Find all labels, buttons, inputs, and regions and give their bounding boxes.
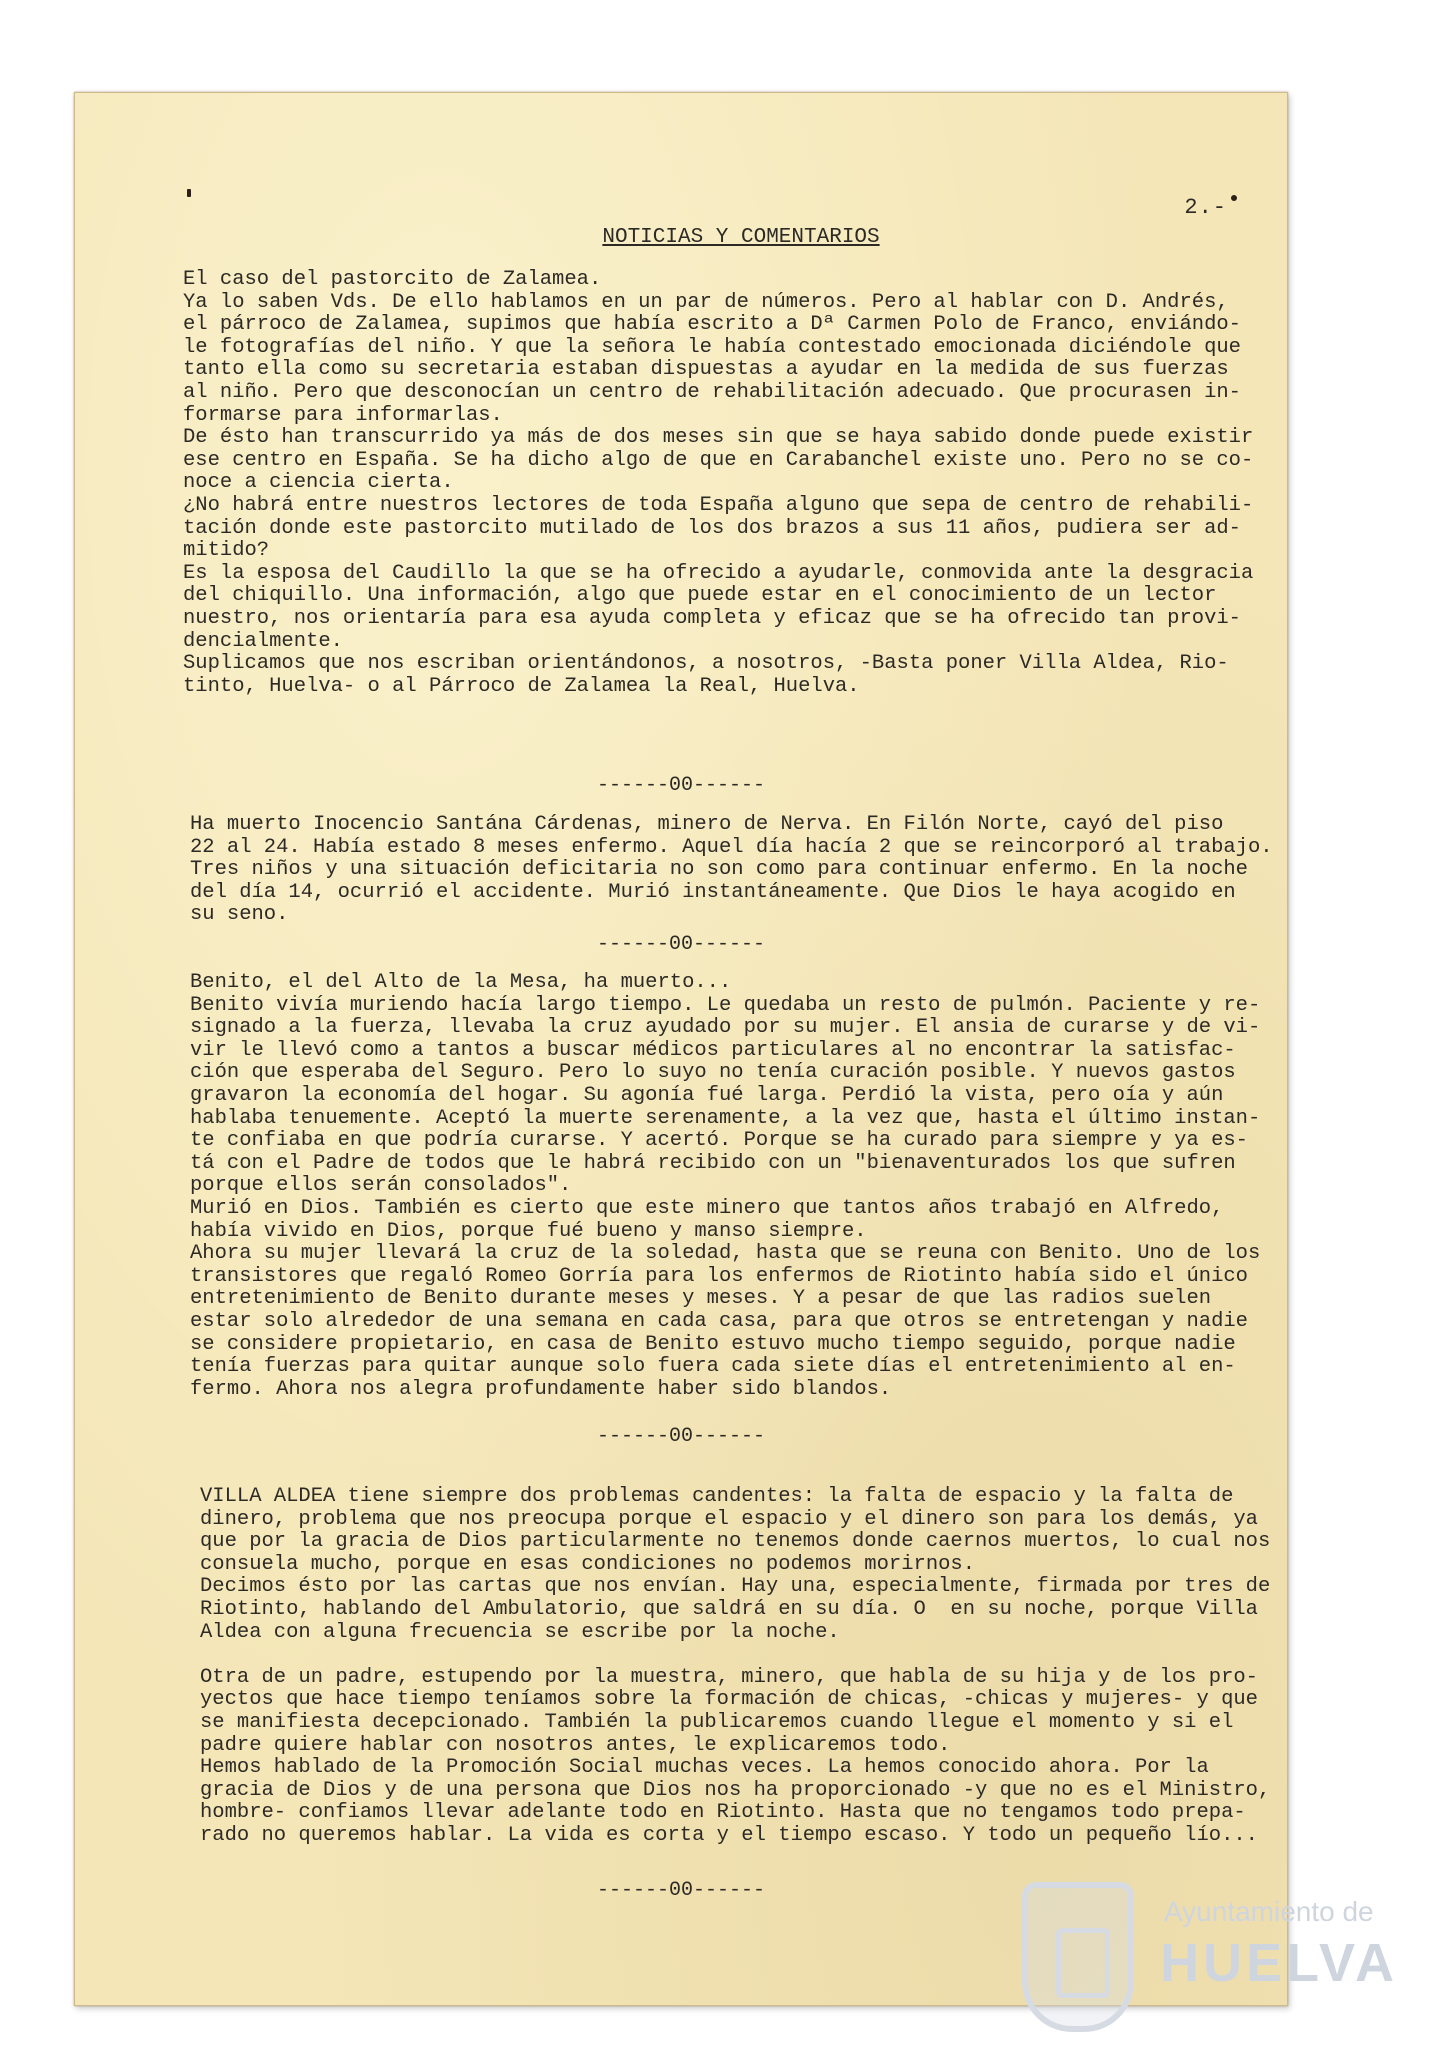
article-inocencio <box>190 814 1280 927</box>
article-pastorcito <box>183 269 1273 698</box>
text-line: tación donde este pastorcito mutilado de los dos brazos a sus 11 años, pudiera ser ad- <box>183 516 1241 540</box>
watermark-line2: HUELVA <box>1160 1933 1398 1993</box>
text-line: Decimos ésto por las cartas que nos envían. Hay una, especialmente, firmada por tres de <box>200 1575 1271 1599</box>
text-line: yectos que hace tiempo teníamos sobre la formación de chicas, -chicas y mujeres- y que <box>200 1688 1258 1712</box>
text-line: entretenimiento de Benito durante meses y meses. Y a pesar de que las radios suelen <box>190 1287 1212 1311</box>
text-line: Aldea con alguna frecuencia se escribe por la noche. <box>200 1620 840 1644</box>
headline <box>75 226 1287 249</box>
ink-dot <box>187 189 191 197</box>
text-line: noce a ciencia cierta. <box>183 471 454 495</box>
text-line: Ya lo saben Vds. De ello hablamos en un par de números. Pero al hablar con D. Andrés, <box>183 290 1229 314</box>
text-line: Benito vivía muriendo hacía largo tiempo. Le quedaba un resto de pulmón. Paciente y re- <box>190 993 1261 1017</box>
text-line: porque ellos serán consolados". <box>190 1174 572 1198</box>
watermark-line1: Ayuntamiento de <box>1164 1896 1374 1927</box>
text-line: rado no queremos hablar. La vida es corta y el tiempo escaso. Y todo un pequeño lío... <box>200 1823 1258 1847</box>
text-line: tá con el Padre de todos que le habrá recibido con un "bienaventurados los que sufren <box>190 1151 1236 1175</box>
text-line: formarse para informarlas. <box>183 403 503 427</box>
text-line: signado a la fuerza, llevaba la cruz ayudado por su mujer. El ansia de curarse y de vi- <box>190 1016 1261 1040</box>
text-line: consuela mucho, porque en esas condiciones no podemos morirnos. <box>200 1552 976 1576</box>
text-line: que por la gracia de Dios particularmente no tenemos donde caernos muertos, lo cual nos <box>200 1530 1271 1554</box>
text-line: gravaron la economía del hogar. Su agonía fué larga. Perdió la vista, pero oía y aún <box>190 1083 1224 1107</box>
text-line: gracia de Dios y de una persona que Dios nos ha proporcionado -y que no es el Ministro, <box>200 1778 1271 1802</box>
text-line: Riotinto, hablando del Ambulatorio, que saldrá en su día. O en su noche, porque Villa <box>200 1597 1258 1621</box>
text-line: ese centro en España. Se ha dicho algo de que en Carabanchel existe uno. Pero no se co- <box>183 448 1254 472</box>
text-line: se considere propietario, en casa de Benito estuvo mucho tiempo seguido, porque nadie <box>190 1332 1236 1356</box>
text-line: Benito, el del Alto de la Mesa, ha muerto... <box>190 971 732 994</box>
document-page <box>74 92 1288 2006</box>
text-line: tinto, Huelva- o al Párroco de Zalamea la Real, Huelva. <box>183 674 860 698</box>
text-line: Ahora su mujer llevará la cruz de la soledad, hasta que se reuna con Benito. Uno de los <box>190 1242 1261 1266</box>
text-line: Es la esposa del Caudillo la que se ha ofrecido a ayudarle, conmovida ante la desgracia <box>183 561 1254 585</box>
separator: ------00------ <box>596 774 766 797</box>
page-number: 2.- <box>1184 195 1227 220</box>
text-line: se manifiesta decepcionado. También la publicaremos cuando llegue el momento y si el <box>200 1710 1234 1734</box>
text-line: padre quiere hablar con nosotros antes, le explicaremos todo. <box>200 1733 951 1757</box>
text-line: del chiquillo. Una información, algo que puede estar en el conocimiento de un lector <box>183 584 1217 608</box>
text-line: El caso del pastorcito de Zalamea. <box>183 268 602 291</box>
text-line: Hemos hablado de la Promoción Social muchas veces. La hemos conocido ahora. Por la <box>200 1756 1209 1780</box>
text-line: te confiaba en que podría curarse. Y acertó. Porque se ha curado para siempre y ya es- <box>190 1129 1248 1153</box>
watermark <box>1022 1880 1402 2040</box>
text-line: De ésto han transcurrido ya más de dos meses sin que se haya sabido donde puede existir <box>183 426 1254 450</box>
text-line: ción que esperaba del Seguro. Pero lo suyo no tenía curación posible. Y nuevos gastos <box>190 1061 1236 1085</box>
text-line: el párroco de Zalamea, supimos que había escrito a Dª Carmen Polo de Franco, enviándo- <box>183 313 1241 337</box>
separator: ------00------ <box>596 1879 766 1902</box>
text-line: transistores que regaló Romeo Gorría para los enfermos de Riotinto había sido el único <box>190 1264 1248 1288</box>
text-line: dencialmente. <box>183 629 343 653</box>
text-line: Murió en Dios. También es cierto que este minero que tantos años trabajó en Alfredo, <box>190 1196 1224 1220</box>
article-benito <box>190 972 1280 1401</box>
text-line: estar solo alrededor de una semana en cada casa, para que otros se entretengan y nadie <box>190 1309 1248 1333</box>
text-line: mitido? <box>183 539 270 563</box>
text-line: 22 al 24. Había estado 8 meses enfermo. Aquel día hacía 2 que se reincorporó al trabajo. <box>190 835 1273 859</box>
separator: ------00------ <box>596 933 766 956</box>
text-line: había vivido en Dios, porque fué bueno y manso siempre. <box>190 1219 867 1243</box>
text-line: su seno. <box>190 903 289 927</box>
text-line <box>200 1644 1290 1667</box>
text-line: hombre- confiamos llevar adelante todo en Riotinto. Hasta que no tengamos todo prepa- <box>200 1801 1246 1825</box>
separator: ------00------ <box>596 1425 766 1448</box>
text-line: nuestro, nos orientaría para esa ayuda completa y eficaz que se ha ofrecido tan provi- <box>183 606 1241 630</box>
text-line: ¿No habrá entre nuestros lectores de toda España alguno que sepa de centro de rehabili- <box>183 493 1254 517</box>
text-line: Suplicamos que nos escriban orientándonos, a nosotros, -Basta poner Villa Aldea, Rio- <box>183 652 1229 676</box>
text-line: Otra de un padre, estupendo por la muestra, minero, que habla de su hija y de los pro- <box>200 1665 1258 1689</box>
headline-text: NOTICIAS Y COMENTARIOS <box>602 226 880 249</box>
text-line: VILLA ALDEA tiene siempre dos problemas candentes: la falta de espacio y la falta de <box>200 1485 1234 1508</box>
ink-dot <box>1231 195 1237 201</box>
text-line: Ha muerto Inocencio Santána Cárdenas, minero de Nerva. En Filón Norte, cayó del piso <box>190 813 1224 836</box>
text-line: al niño. Pero que desconocían un centro de rehabilitación adecuado. Que procurasen in- <box>183 380 1241 404</box>
text-line: le fotografías del niño. Y que la señora le había contestado emocionada diciéndole que <box>183 335 1241 359</box>
text-line: Tres niños y una situación deficitaria no son como para continuar enfermo. En la noche <box>190 858 1248 882</box>
text-line: hablaba tenuemente. Aceptó la muerte serenamente, a la vez que, hasta el último instan- <box>190 1106 1261 1130</box>
text-line: del día 14, ocurrió el accidente. Murió instantáneamente. Que Dios le haya acogido en <box>190 880 1236 904</box>
text-line: tenía fuerzas para quitar aunque solo fuera cada siete días el entretenimiento al en- <box>190 1355 1236 1379</box>
text-line: vir le llevó como a tantos a buscar médicos particulares al no encontrar la satisfac- <box>190 1038 1236 1062</box>
article-villa-aldea <box>200 1486 1290 1848</box>
text-line: dinero, problema que nos preocupa porque el espacio y el dinero son para los demás, ya <box>200 1507 1258 1531</box>
text-line: tanto ella como su secretaria estaban dispuestas a ayudar en la medida de sus fuerzas <box>183 358 1229 382</box>
text-line: fermo. Ahora nos alegra profundamente haber sido blandos. <box>190 1377 892 1401</box>
crest-icon <box>1022 1882 1134 2032</box>
